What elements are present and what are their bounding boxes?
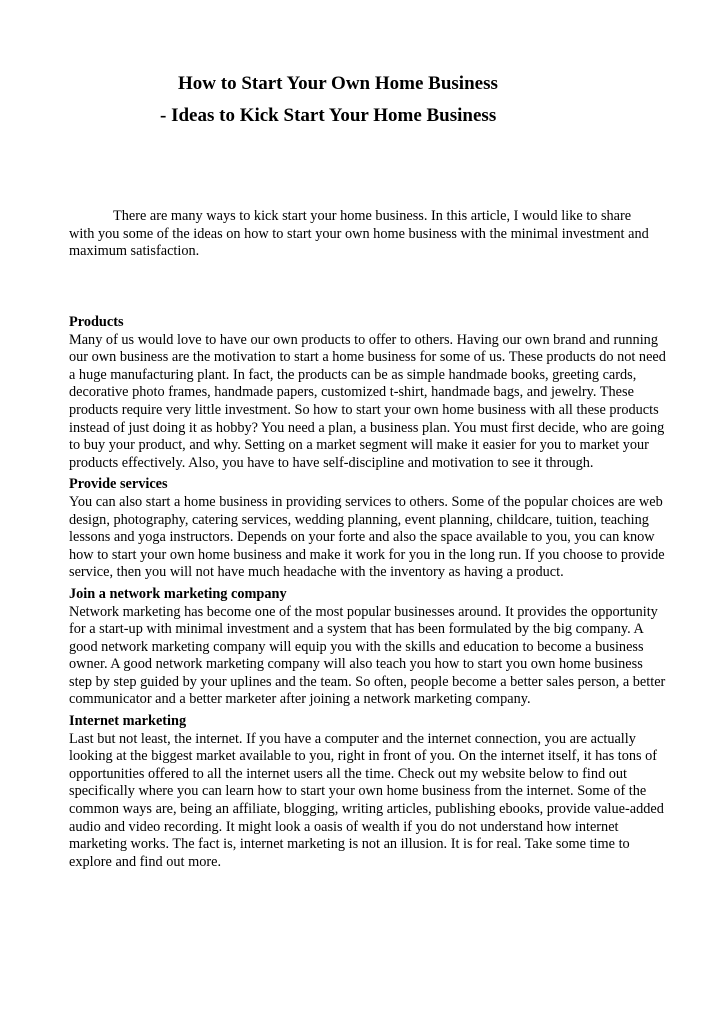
title-line-1: How to Start Your Own Home Business — [178, 73, 498, 94]
section-body: Last but not least, the internet. If you have a computer and the internet connection, you are actually looking at the biggest market available to you, right in front of you. On the internet itself, it has tons of opportunities offered to all the internet users all the time. Check out my website below to find out specifically where you can learn how to start your own home business from the internet. Some of the common ways are, being an affiliate, blogging, writing articles, publishing ebooks, provide value-added audio and video recording. It might look a oasis of wealth if you do not understand how internet marketing works. The fact is, internet marketing is not an illusion. It is for real. Take some time to explore and find out more. — [69, 730, 664, 870]
section-internet-marketing — [69, 713, 669, 871]
section-heading: Provide services — [69, 476, 168, 493]
section-body: Many of us would love to have our own products to offer to others. Having our own brand and running our own business are the motivation to start a home business for some of us. These products do not need a huge manufacturing plant. In fact, the products can be as simple handmade books, greeting cards, decorative photo frames, handmade papers, customized t-shirt, handmade bags, and jewelry. These products require very little investment. So how to start your own home business with all these products instead of just doing it as hobby? You need a plan, a business plan. You must first decide, who are going to buy your product, and why. Setting on a market segment will make it easier for you to market your products effectively. Also, you have to have self-discipline and motivation to see it through. — [69, 331, 666, 471]
section-provide-services — [69, 476, 669, 582]
article-sections — [69, 314, 669, 875]
section-heading: Join a network marketing company — [69, 585, 287, 602]
section-products — [69, 314, 669, 472]
section-body: Network marketing has become one of the most popular businesses around. It provides the opportunity for a start-up with minimal investment and a system that has been formulated by the big company. A good network marketing company will equip you with the skills and education to become a business owner. A good network marketing company will also teach you how to start you own home business step by step guided by your uplines and the team. So often, people become a better sales person, a better communicator and a better marketer after joining a network marketing company. — [69, 603, 666, 708]
intro-paragraph: There are many ways to kick start your home business. In this article, I would like to share with you some of the ideas on how to start your own home business with the minimal investment and maximum satisfaction. — [69, 208, 649, 260]
section-heading: Products — [69, 314, 124, 330]
section-body: You can also start a home business in providing services to others. Some of the popular choices are web design, photography, catering services, wedding planning, event planning, childcare, tuition, teaching lessons and yoga instructors. Depends on your forte and also the space available to you, you can know how to start your own home business and make it work for you in the long run. If you choose to provide service, then you will not have much headache with the inventory as having a product. — [69, 493, 665, 581]
section-network-marketing — [69, 586, 669, 709]
section-heading: Internet marketing — [69, 713, 187, 730]
document-title — [0, 68, 728, 132]
title-line-2: - Ideas to Kick Start Your Home Business — [160, 105, 497, 126]
